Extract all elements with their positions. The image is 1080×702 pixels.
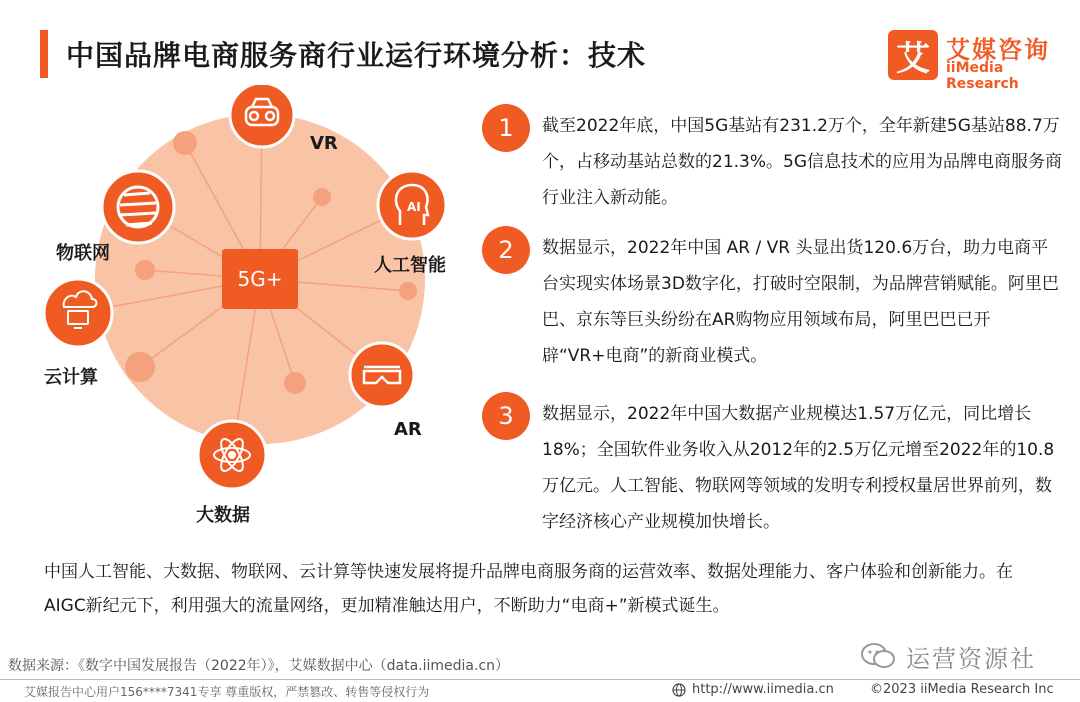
- footer-copyright-notice: 艾媒报告中心用户156****7341专享 尊重版权，严禁篡改、转售等侵权行为: [24, 685, 430, 699]
- label-cloud: 云计算: [44, 367, 98, 388]
- wechat-watermark: [860, 638, 1060, 674]
- iimedia-logo: [888, 28, 1068, 92]
- footer-url-text[interactable]: http://www.iimedia.cn: [692, 682, 834, 697]
- label-bigdata: 大数据: [196, 505, 250, 526]
- center-5g-label: 5G+: [237, 267, 283, 291]
- watermark-text: 运营资源社: [906, 644, 1036, 673]
- point-text: 截至2022年底，中国5G基站有231.2万个，全年新建5G基站88.7万个，占移动基站总数的21.3%。5G信息技术的应用为品牌电商服务商行业注入新动能。: [542, 116, 1062, 208]
- point-number: 2: [482, 226, 530, 274]
- point-number: 3: [482, 392, 530, 440]
- footer-copyright: ©2023 iiMedia Research Inc: [870, 682, 1054, 697]
- footer-divider: [0, 679, 1080, 680]
- point-text: 数据显示，2022年中国 AR / VR 头显出货120.6万台，助力电商平台实现实体场景3D数字化，打破时空限制，为品牌营销赋能。阿里巴巴、京东等巨头纷纷在AR购物应用领域布局，阿里巴巴已开辟“VR+电商”的新商业模式。: [542, 238, 1059, 366]
- satellite-dot: [313, 188, 331, 206]
- satellite-dot: [173, 131, 197, 155]
- technology-diagram: [30, 85, 480, 545]
- page-title: 中国品牌电商服务商行业运行环境分析：技术: [66, 39, 647, 72]
- satellite-dot: [125, 352, 155, 382]
- title-accent-bar: [40, 30, 48, 78]
- node-vr: [230, 85, 294, 147]
- node-ar: [350, 343, 414, 407]
- point-2: [482, 226, 1072, 376]
- node-iot: [102, 171, 174, 243]
- summary-paragraph: 中国人工智能、大数据、物联网、云计算等快速发展将提升品牌电商服务商的运营效率、数据处理能力、客户体验和创新能力。在AIGC新纪元下，利用强大的流量网络，更加精准触达用户，不断助力“电商+”新模式诞生。: [44, 562, 1013, 616]
- logo-chinese-name: 艾媒咨询: [946, 36, 1050, 64]
- satellite-dot: [399, 282, 417, 300]
- node-bigdata: [198, 421, 266, 489]
- satellite-dot: [284, 372, 306, 394]
- logo-mark: 艾: [888, 30, 938, 80]
- point-text: 数据显示，2022年中国大数据产业规模达1.57万亿元，同比增长18%；全国软件业务收入从2012年的2.5万亿元增至2022年的10.8万亿元。人工智能、物联网等领域的发明专利授权量居世界前列，数字经济核心产业规模加快增长。: [542, 404, 1055, 532]
- node-ai: [378, 171, 446, 239]
- footer-website[interactable]: [672, 682, 834, 697]
- satellite-dot: [135, 260, 155, 280]
- logo-english-name: iiMedia Research: [946, 60, 1019, 92]
- wechat-icon: [860, 642, 896, 670]
- point-3: [482, 392, 1072, 542]
- svg-text:AI: AI: [407, 200, 421, 214]
- diagram-graphic: [30, 85, 480, 545]
- label-iot: 物联网: [56, 243, 110, 264]
- label-ai: 人工智能: [374, 255, 446, 276]
- label-ar: AR: [394, 419, 422, 440]
- node-cloud: [44, 279, 112, 347]
- point-1: [482, 104, 1072, 216]
- point-number: 1: [482, 104, 530, 152]
- label-vr: VR: [310, 133, 338, 154]
- globe-icon: [672, 683, 686, 697]
- data-source: 数据来源：《数字中国发展报告（2022年）》，艾媒数据中心（data.iimedia.cn）: [8, 658, 510, 674]
